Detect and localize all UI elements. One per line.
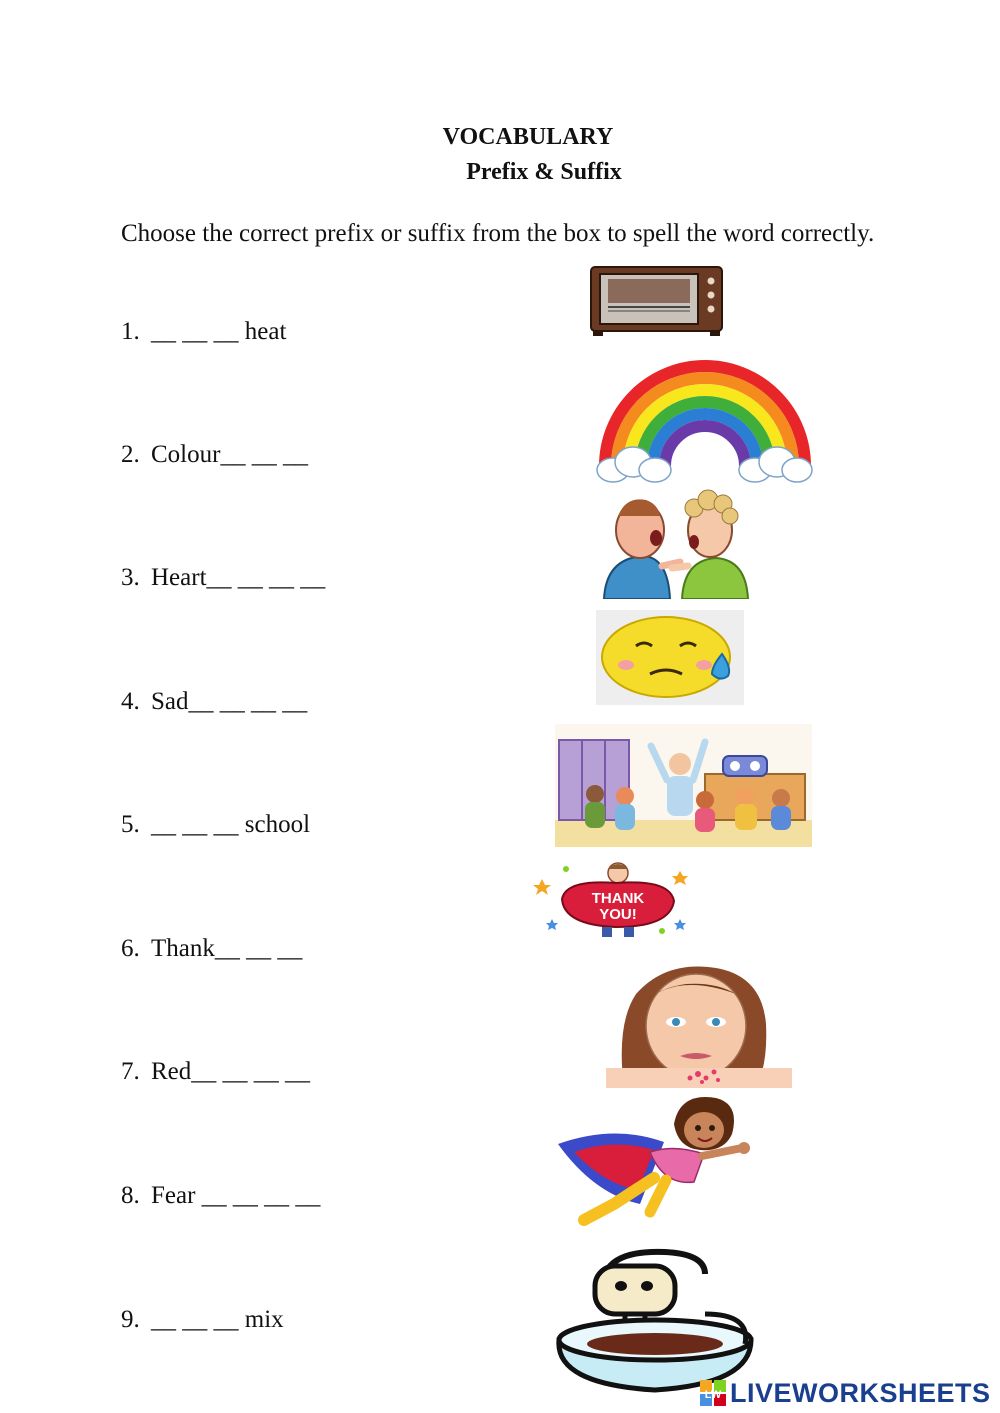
worksheet-title: VOCABULARY <box>442 124 614 150</box>
list-item <box>121 688 307 716</box>
superhero-girl-image <box>554 1094 750 1226</box>
sad-face-image <box>596 610 744 705</box>
list-item <box>121 1306 284 1334</box>
item-text: Red__ __ __ __ <box>151 1058 311 1085</box>
classroom-image <box>555 724 812 847</box>
mixer-bowl-image <box>555 1244 757 1394</box>
item-number: 2. <box>121 441 140 468</box>
item-text: __ __ __ heat <box>151 318 287 345</box>
rainbow-image <box>595 356 815 488</box>
list-item <box>121 811 310 839</box>
thank-you-line1: THANK <box>591 890 645 907</box>
item-number: 5. <box>121 811 140 838</box>
item-text: Thank__ __ __ <box>151 935 303 962</box>
item-number: 1. <box>121 318 140 345</box>
item-number: 6. <box>121 935 140 962</box>
arguing-people-image <box>596 486 756 599</box>
item-text: __ __ __ mix <box>151 1306 284 1333</box>
instruction-text: Choose the correct prefix or suffix from the box to spell the word correctly. <box>121 220 875 247</box>
item-text: __ __ __ school <box>151 811 311 838</box>
item-number: 7. <box>121 1058 140 1085</box>
liveworksheets-logo <box>700 1378 991 1408</box>
thank-you-line2: YOU! <box>599 906 637 923</box>
logo-text: LIVEWORKSHEETS <box>730 1377 991 1408</box>
item-number: 8. <box>121 1182 140 1209</box>
item-text: Fear __ __ __ __ <box>151 1182 321 1209</box>
list-item <box>121 441 308 469</box>
item-text: Heart__ __ __ __ <box>151 564 326 591</box>
list-item <box>121 935 302 963</box>
list-item <box>121 564 325 592</box>
item-number: 4. <box>121 688 140 715</box>
list-item <box>121 1058 310 1086</box>
liveworksheets-badge-icon <box>700 1380 726 1406</box>
item-number: 9. <box>121 1306 140 1333</box>
list-item <box>121 1182 320 1210</box>
item-text: Colour__ __ __ <box>151 441 308 468</box>
woman-rash-image <box>606 964 792 1088</box>
list-item <box>121 318 286 346</box>
item-number: 3. <box>121 564 140 591</box>
thank-you-sign-image <box>530 861 698 941</box>
worksheet-subtitle: Prefix & Suffix <box>466 159 622 185</box>
microwave-oven-image <box>588 265 726 339</box>
item-text: Sad__ __ __ __ <box>151 688 308 715</box>
badge-letters: LW <box>704 1389 722 1401</box>
